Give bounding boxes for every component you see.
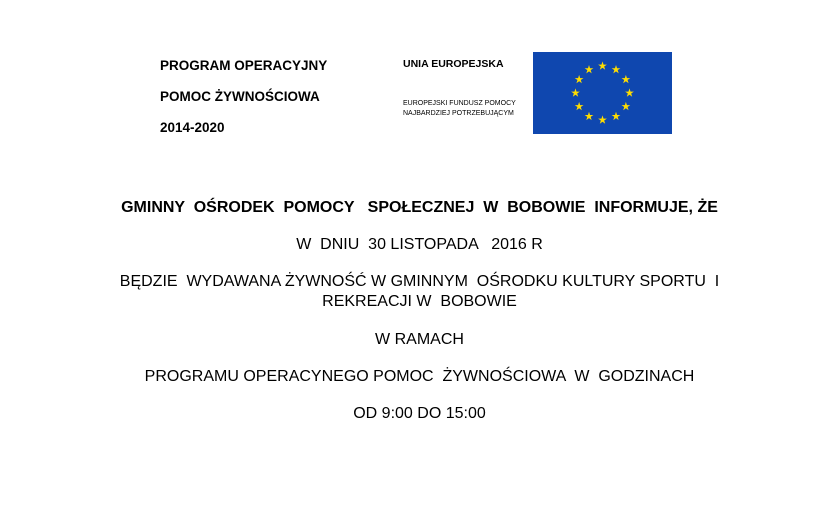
program-title-line-2: POMOC ŻYWNOŚCIOWA: [160, 89, 320, 104]
notice-program: PROGRAMU OPERACYNEGO POMOC ŻYWNOŚCIOWA W GODZINACH: [144, 368, 695, 385]
notice-distribution-line-1: BĘDZIE WYDAWANA ŻYWNOŚĆ W GMINNYM OŚRODKU KULTURY SPORTU I: [119, 273, 720, 290]
eu-star-icon: [622, 102, 631, 110]
eu-star-icon: [585, 112, 594, 120]
eu-star-icon: [598, 61, 607, 69]
program-title-block: [160, 58, 380, 151]
eu-fund-line-2: NAJBARDZIEJ POTRZEBUJĄCYM: [403, 110, 514, 117]
eu-star-icon: [575, 75, 584, 83]
eu-fund-line-1: EUROPEJSKI FUNDUSZ POMOCY: [403, 100, 516, 107]
notice-body: [0, 198, 839, 424]
eu-fund-name: [403, 99, 533, 119]
eu-star-icon: [612, 65, 621, 73]
eu-star-icon: [571, 88, 580, 96]
eu-star-icon: [585, 65, 594, 73]
eu-text-block: [403, 58, 533, 119]
eu-star-icon: [625, 88, 634, 96]
eu-flag-icon: [533, 52, 672, 134]
notice-date: W DNIU 30 LISTOPADA 2016 R: [296, 236, 543, 253]
eu-star-icon: [575, 102, 584, 110]
eu-star-icon: [598, 115, 607, 123]
program-title-line-1: PROGRAM OPERACYJNY: [160, 58, 328, 73]
eu-title: UNIA EUROPEJSKA: [403, 58, 504, 70]
notice-hours: OD 9:00 DO 15:00: [353, 405, 486, 422]
notice-framework: W RAMACH: [375, 331, 464, 348]
notice-heading: GMINNY OŚRODEK POMOCY SPOŁECZNEJ W BOBOWIE INFORMUJE, ŻE: [121, 199, 718, 216]
program-title-line-3: 2014-2020: [160, 120, 225, 135]
eu-star-icon: [612, 112, 621, 120]
eu-star-icon: [622, 75, 631, 83]
notice-distribution-line-2: REKREACJI W BOBOWIE: [322, 293, 517, 310]
eu-flag-stars: [533, 52, 672, 134]
